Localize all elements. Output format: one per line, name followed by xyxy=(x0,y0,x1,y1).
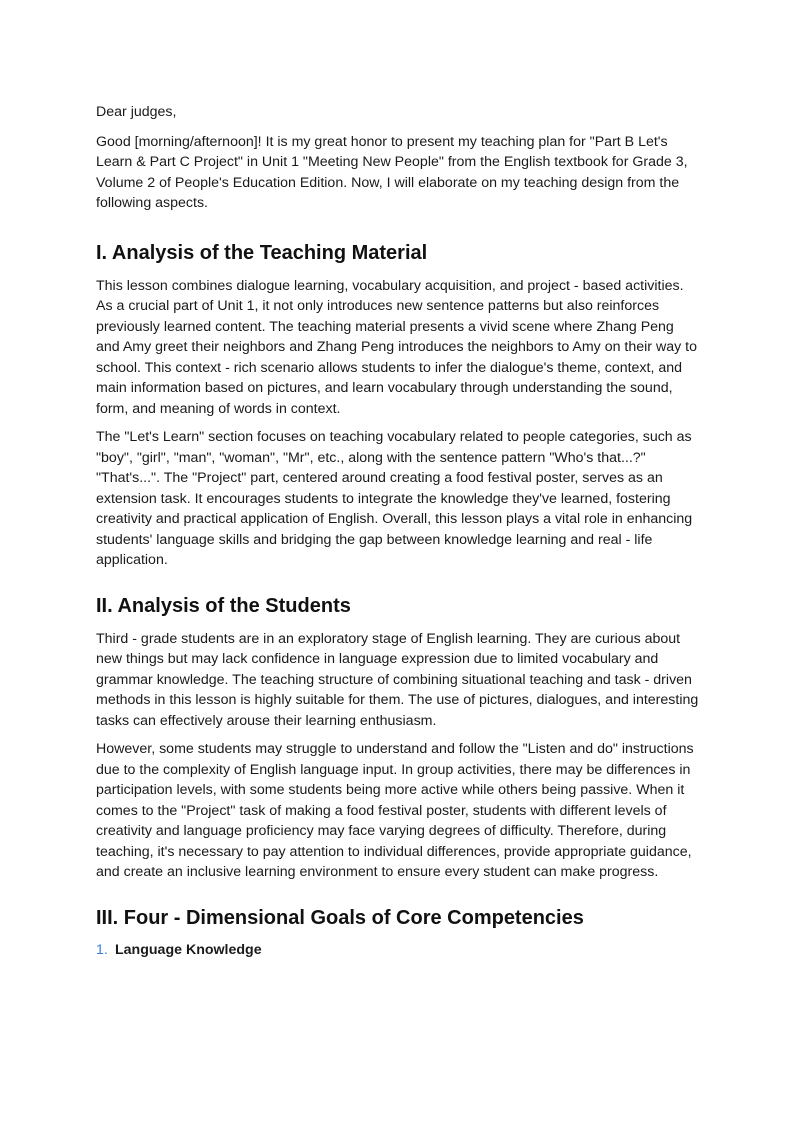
body-paragraph: The "Let's Learn" section focuses on teaching vocabulary related to people categories, such as "boy", "girl", "man", "woman", "Mr", etc., along with the sentence pattern "Who's that...?" "That's...". The "Project" part, centered around creating a food festival poster, serves as an extension task. It encourages students to integrate the knowledge they've learned, fostering creativity and practical application of English. Overall, this lesson plays a vital role in enhancing students' language skills and bridging the gap between knowledge learning and real - life application. xyxy=(96,429,693,568)
body-paragraph: This lesson combines dialogue learning, vocabulary acquisition, and project - based activities. As a crucial part of Unit 1, it not only introduces new sentence patterns but also reinforces previously learned content. The teaching material presents a vivid scene where Zhang Peng and Amy greet their neighbors and Zhang Peng introduces the neighbors to Amy on their way to school. This context - rich scenario allows students to infer the dialogue's theme, context, and main information based on pictures, and learn vocabulary through understanding the sound, form, and meaning of words in context. xyxy=(96,277,697,417)
list-item xyxy=(96,940,700,961)
body-paragraph: However, some students may struggle to understand and follow the "Listen and do" instructions due to the complexity of English language input. In group activities, there may be differences in participation levels, with some students being more active while others being passive. When it comes to the "Project" task of making a food festival poster, students with different levels of creativity and language proficiency may face varying degrees of difficulty. Therefore, during teaching, it's necessary to pay attention to individual differences, provide appropriate guidance, and create an inclusive learning environment to ensure every student can make progress. xyxy=(96,741,694,880)
greeting: Dear judges, xyxy=(96,104,177,120)
body-paragraph: Third - grade students are in an exploratory stage of English learning. They are curious about new things but may lack confidence in language expression due to limited vocabulary and grammar knowledge. The teaching structure of combining situational teaching and task - driven methods in this lesson is highly suitable for them. The use of pictures, dialogues, and interesting tasks can effectively arouse their learning enthusiasm. xyxy=(96,630,699,729)
section-heading-students: II. Analysis of the Students xyxy=(96,594,351,617)
list-label: Language Knowledge xyxy=(115,941,262,958)
section-heading-teaching-material: I. Analysis of the Teaching Material xyxy=(96,241,428,264)
list-number: 1. xyxy=(96,941,108,958)
document-page xyxy=(96,102,700,960)
intro-paragraph: Good [morning/afternoon]! It is my great honor to present my teaching plan for "Part B Let's Learn & Part C Project" in Unit 1 "Meeting New People" from the English textbook for Grade 3, Volume 2 of People's Education Edition. Now, I will elaborate on my teaching design from the following aspects. xyxy=(96,133,688,211)
section-heading-core-competencies: III. Four - Dimensional Goals of Core Competencies xyxy=(96,906,584,929)
